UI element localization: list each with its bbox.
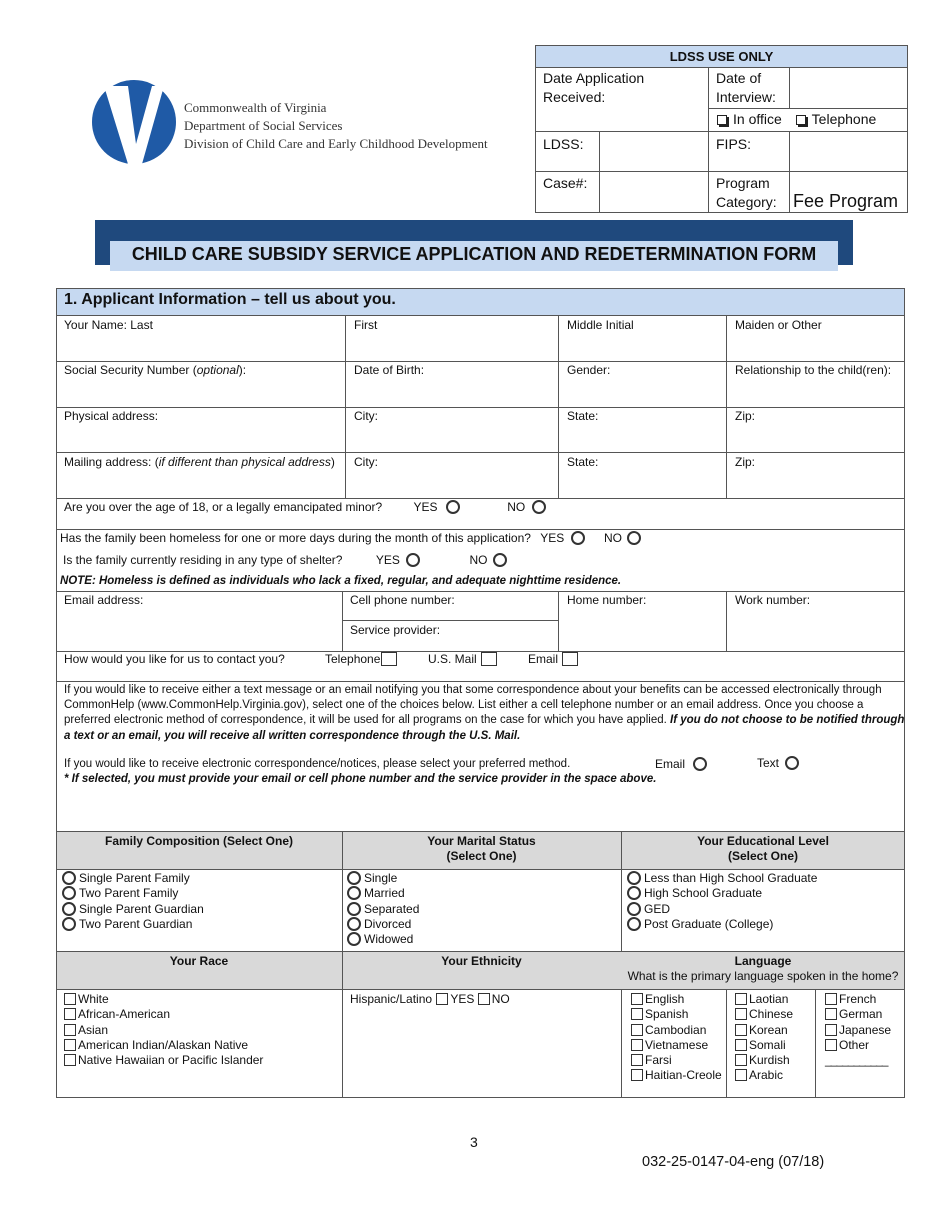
case-label: Case#: xyxy=(543,175,588,191)
agency-name xyxy=(184,99,488,153)
language-checkbox[interactable] xyxy=(735,1024,747,1036)
in-office-label: In office xyxy=(733,111,782,127)
agency-line-1: Commonwealth of Virginia xyxy=(184,100,327,115)
marital-radio[interactable] xyxy=(347,886,361,900)
marital-radio[interactable] xyxy=(347,932,361,946)
language-options-col-2 xyxy=(735,992,793,1084)
language-options-col-3 xyxy=(825,992,891,1068)
language-checkbox[interactable] xyxy=(825,993,837,1005)
city-label: City: xyxy=(354,409,378,423)
service-provider-label: Service provider: xyxy=(350,623,441,637)
ethnicity-no-checkbox[interactable] xyxy=(478,993,490,1005)
education-level-options xyxy=(625,871,817,932)
family-option[interactable]: Single Parent Guardian xyxy=(60,902,204,917)
language-checkbox[interactable] xyxy=(735,1039,747,1051)
language-option[interactable]: Vietnamese xyxy=(631,1038,722,1053)
hispanic-latino-label: Hispanic/Latino xyxy=(350,992,433,1006)
in-office-checkbox[interactable] xyxy=(717,115,727,125)
language-option[interactable]: English xyxy=(631,992,722,1007)
language-option[interactable]: Kurdish xyxy=(735,1053,793,1068)
date-interview-label: Date of xyxy=(716,70,762,86)
language-checkbox[interactable] xyxy=(631,1024,643,1036)
language-option[interactable]: German xyxy=(825,1007,891,1022)
electronic-correspondence-info: If you would like to receive either a text message or an email notifying you that some correspondence about your benefits can be accessed electronically through CommonHelp (www.CommonHelp.Virginia.gov), select one of the choices below. List either a cell telephone number or an email address. Once you choose a preferred electronic method of correspondence, it will be used for all programs on the case for which you have applied. If you do not choose to be notified through a text or an email, you will receive all written correspondence through the U.S. Mail. xyxy=(64,684,905,742)
telephone-checkbox[interactable] xyxy=(796,115,806,125)
family-radio[interactable] xyxy=(62,902,76,916)
marital-option[interactable]: Single xyxy=(345,871,419,886)
education-level-header: Your Educational Level (Select One) xyxy=(697,834,829,863)
work-number-label: Work number: xyxy=(735,593,811,607)
language-checkbox[interactable] xyxy=(735,1054,747,1066)
race-checkbox[interactable] xyxy=(64,1039,76,1051)
contact-mail-checkbox[interactable] xyxy=(481,652,497,666)
language-option[interactable]: Somali xyxy=(735,1038,793,1053)
over-18-yes-radio[interactable] xyxy=(446,500,460,514)
language-options-col-1 xyxy=(631,992,722,1084)
education-option[interactable]: Post Graduate (College) xyxy=(625,917,817,932)
home-number-label: Home number: xyxy=(567,593,647,607)
homeless-note: NOTE: Homeless is defined as individuals who lack a fixed, regular, and adequate nighttime residence. xyxy=(60,575,622,587)
pref-email-label: Email xyxy=(655,757,686,771)
shelter-yes-radio[interactable] xyxy=(406,553,420,567)
ldss-title: LDSS USE ONLY xyxy=(669,49,774,64)
cell-phone-label: Cell phone number: xyxy=(350,593,455,607)
email-address-label: Email address: xyxy=(64,593,144,607)
race-options xyxy=(64,992,263,1068)
language-option[interactable]: Other xyxy=(825,1038,891,1053)
language-option[interactable]: Laotian xyxy=(735,992,793,1007)
page-number: 3 xyxy=(470,1134,478,1150)
marital-option[interactable]: Married xyxy=(345,886,419,901)
mailing-address-label: Mailing address: (if different than physical address) xyxy=(64,455,335,469)
preferred-method-note: * If selected, you must provide your email or cell phone number and the service provider in the space above. xyxy=(64,773,657,785)
agency-line-2: Department of Social Services xyxy=(184,118,343,133)
date-received-label: Date Application xyxy=(543,70,645,86)
ethnicity-header: Your Ethnicity xyxy=(441,954,522,968)
language-option[interactable]: Japanese xyxy=(825,1023,891,1038)
language-checkbox[interactable] xyxy=(631,1054,643,1066)
pref-text-label: Text xyxy=(757,756,780,770)
form-number: 032-25-0147-04-eng (07/18) xyxy=(642,1154,825,1170)
agency-line-3: Division of Child Care and Early Childhood Development xyxy=(184,136,488,151)
family-composition-header: Family Composition (Select One) xyxy=(104,834,294,848)
shelter-no-radio[interactable] xyxy=(493,553,507,567)
contact-preference-question: How would you like for us to contact you? xyxy=(64,652,285,666)
education-radio[interactable] xyxy=(627,886,641,900)
marital-radio[interactable] xyxy=(347,917,361,931)
over-18-question: Are you over the age of 18, or a legally emancipated minor? YES NO xyxy=(64,500,546,514)
vdss-logo xyxy=(90,78,178,166)
language-option[interactable]: Chinese xyxy=(735,1007,793,1022)
ldss-label: LDSS: xyxy=(543,136,584,152)
language-checkbox[interactable] xyxy=(631,1069,643,1081)
language-header: Language What is the primary language spoken in the home? xyxy=(627,954,899,983)
family-option[interactable]: Single Parent Family xyxy=(60,871,204,886)
ethnicity-yes-checkbox[interactable] xyxy=(436,993,448,1005)
education-radio[interactable] xyxy=(627,902,641,916)
shelter-question: Is the family currently residing in any type of shelter? YES NO xyxy=(63,553,507,567)
maiden-name-label: Maiden or Other xyxy=(735,318,822,332)
education-radio[interactable] xyxy=(627,871,641,885)
preferred-method-question: If you would like to receive electronic correspondence/notices, please select your preferred method. xyxy=(64,758,571,770)
education-option[interactable]: Less than High School Graduate xyxy=(625,871,817,886)
first-name-label: First xyxy=(354,318,378,332)
language-checkbox[interactable] xyxy=(631,1039,643,1051)
homeless-no-radio[interactable] xyxy=(627,531,641,545)
last-name-label: Your Name: Last xyxy=(64,318,153,332)
program-category-label: Program xyxy=(716,175,770,191)
family-radio[interactable] xyxy=(62,917,76,931)
language-option[interactable]: Spanish xyxy=(631,1007,722,1022)
over-18-no-radio[interactable] xyxy=(532,500,546,514)
language-checkbox[interactable] xyxy=(825,1039,837,1051)
ethnicity-options: Hispanic/Latino YES NO xyxy=(350,992,510,1006)
program-category-value[interactable]: Fee Program xyxy=(793,191,899,211)
section-1-title: 1. Applicant Information – tell us about you. xyxy=(64,291,396,308)
pref-text-radio[interactable] xyxy=(785,756,799,770)
marital-option[interactable]: Widowed xyxy=(345,932,419,947)
family-composition-options xyxy=(60,871,204,932)
telephone-label: Telephone xyxy=(811,111,877,127)
race-option[interactable]: African-American xyxy=(64,1007,263,1022)
homeless-question: Has the family been homeless for one or more days during the month of this application? YES NO xyxy=(60,531,641,545)
language-checkbox[interactable] xyxy=(735,993,747,1005)
language-option[interactable]: Cambodian xyxy=(631,1023,722,1038)
zip-label: Zip: xyxy=(735,409,756,423)
language-option[interactable]: Korean xyxy=(735,1023,793,1038)
contact-email-checkbox[interactable] xyxy=(562,652,578,666)
race-header: Your Race xyxy=(169,954,229,968)
middle-initial-label: Middle Initial xyxy=(567,318,634,332)
language-option[interactable]: Arabic xyxy=(735,1068,793,1083)
physical-address-label: Physical address: xyxy=(64,409,159,423)
race-checkbox[interactable] xyxy=(64,1008,76,1020)
language-checkbox[interactable] xyxy=(735,1069,747,1081)
marital-status-options xyxy=(345,871,419,947)
marital-option[interactable]: Separated xyxy=(345,902,419,917)
language-checkbox[interactable] xyxy=(825,1008,837,1020)
fips-label: FIPS: xyxy=(716,136,752,152)
contact-mail-label: U.S. Mail xyxy=(428,652,477,666)
mailing-city-label: City: xyxy=(354,455,378,469)
homeless-yes-radio[interactable] xyxy=(571,531,585,545)
language-checkbox[interactable] xyxy=(631,1008,643,1020)
race-checkbox[interactable] xyxy=(64,1024,76,1036)
education-radio[interactable] xyxy=(627,917,641,931)
education-option[interactable]: GED xyxy=(625,902,817,917)
race-checkbox[interactable] xyxy=(64,1054,76,1066)
language-checkbox[interactable] xyxy=(631,993,643,1005)
education-option[interactable]: High School Graduate xyxy=(625,886,817,901)
gender-label: Gender: xyxy=(567,363,611,377)
contact-email-label: Email xyxy=(528,652,559,666)
family-radio[interactable] xyxy=(62,886,76,900)
language-other-line[interactable]: ___________ xyxy=(825,1053,888,1068)
language-checkbox[interactable] xyxy=(735,1008,747,1020)
contact-telephone-checkbox[interactable] xyxy=(381,652,397,666)
ssn-label: Social Security Number (optional): xyxy=(64,363,247,377)
form-title: CHILD CARE SUBSIDY SERVICE APPLICATION AND REDETERMINATION FORM xyxy=(131,244,817,264)
mailing-state-label: State: xyxy=(567,455,599,469)
family-radio[interactable] xyxy=(62,871,76,885)
language-option[interactable]: French xyxy=(825,992,891,1007)
language-checkbox[interactable] xyxy=(825,1024,837,1036)
race-option[interactable]: Asian xyxy=(64,1023,263,1038)
race-checkbox[interactable] xyxy=(64,993,76,1005)
contact-telephone-label: Telephone xyxy=(325,652,381,666)
language-option[interactable]: Farsi xyxy=(631,1053,722,1068)
race-option[interactable]: White xyxy=(64,992,263,1007)
marital-radio[interactable] xyxy=(347,902,361,916)
language-option[interactable]: Haitian-Creole xyxy=(631,1068,722,1083)
family-option[interactable]: Two Parent Family xyxy=(60,886,204,901)
relationship-label: Relationship to the child(ren): xyxy=(735,363,892,377)
race-option[interactable]: Native Hawaiian or Pacific Islander xyxy=(64,1053,263,1068)
dob-label: Date of Birth: xyxy=(354,363,425,377)
mailing-zip-label: Zip: xyxy=(735,455,756,469)
state-label: State: xyxy=(567,409,599,423)
pref-email-radio[interactable] xyxy=(693,757,707,771)
family-option[interactable]: Two Parent Guardian xyxy=(60,917,204,932)
marital-status-header: Your Marital Status (Select One) xyxy=(427,834,536,863)
marital-option[interactable]: Divorced xyxy=(345,917,419,932)
marital-radio[interactable] xyxy=(347,871,361,885)
race-option[interactable]: American Indian/Alaskan Native xyxy=(64,1038,263,1053)
